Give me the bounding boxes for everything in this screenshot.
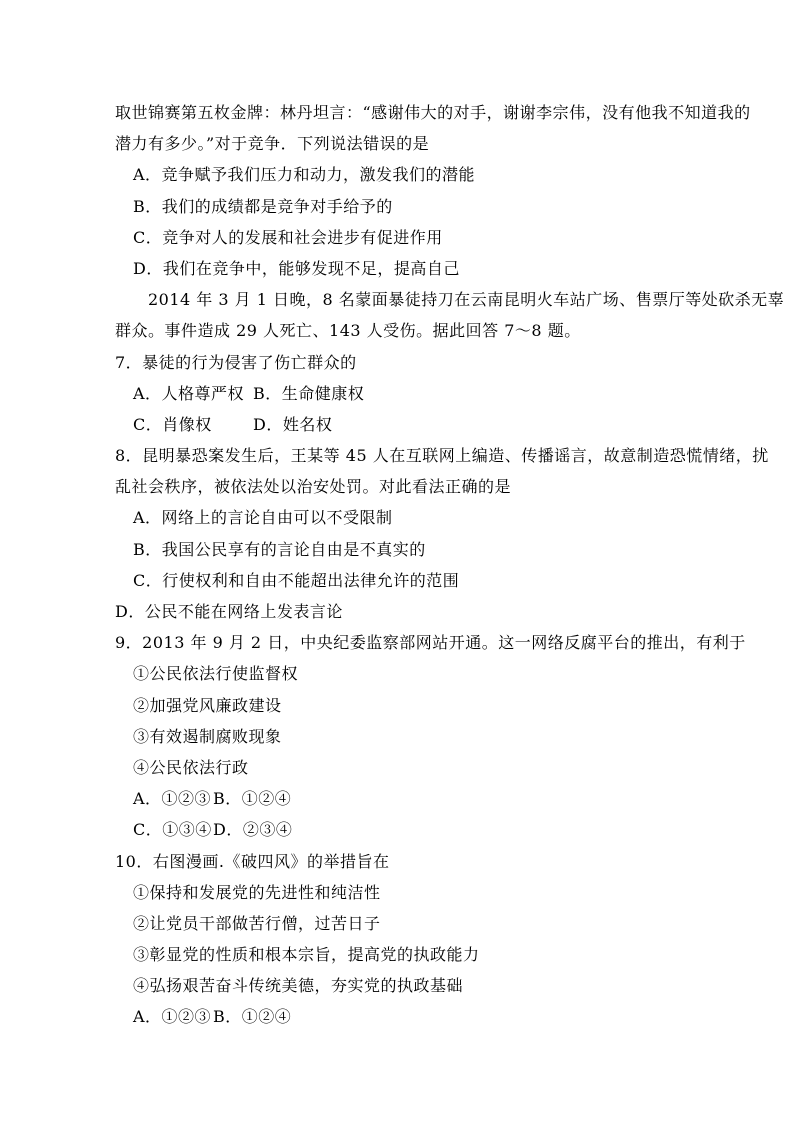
exam-text-line: 群众。事件造成 29 人死亡、143 人受伤。据此回答 7～8 题。 <box>115 321 581 341</box>
exam-text-line <box>115 814 754 845</box>
exam-text-line: C．竞争对人的发展和社会进步有促进作用 <box>133 227 443 247</box>
exam-text-line: ④弘扬艰苦奋斗传统美德，夯实党的执政基础 <box>133 976 464 996</box>
exam-text-line: 乱社会秩序，被依法处以治安处罚。对此看法正确的是 <box>115 477 512 497</box>
exam-text-line <box>115 378 754 409</box>
exam-text-line: 10．右图漫画.《破四风》的举措旨在 <box>115 851 390 871</box>
option-column-right: D．②③④ <box>213 820 293 840</box>
exam-text-line: ②让党员干部做苦行僧，过苦日子 <box>133 913 381 933</box>
option-column-right: B．①②④ <box>213 1007 292 1027</box>
option-column-left: A．①②③ <box>133 789 212 809</box>
option-column-left: A．①②③ <box>133 1007 212 1027</box>
exam-body <box>115 97 785 1033</box>
option-column-right: B．①②④ <box>213 789 292 809</box>
exam-text-line: D．我们在竞争中，能够发现不足，提高自己 <box>133 258 460 278</box>
exam-text-line: B．我们的成绩都是竞争对手给予的 <box>133 196 393 216</box>
exam-text-line: 7．暴徒的行为侵害了伤亡群众的 <box>115 352 357 372</box>
exam-text-line: 取世锦赛第五枚金牌：林丹坦言：“感谢伟大的对手，谢谢李宗伟，没有他我不知道我的 <box>115 103 751 122</box>
exam-text-line: 潜力有多少。”对于竞争．下列说法错误的是 <box>115 134 430 154</box>
exam-text-line: ②加强党风廉政建设 <box>133 695 282 715</box>
exam-text-line: ①保持和发展党的先进性和纯洁性 <box>133 882 381 902</box>
option-column-right: B．生命健康权 <box>253 383 365 403</box>
exam-text-line: A．竞争赋予我们压力和动力，激发我们的潜能 <box>133 165 476 185</box>
exam-text-line: ③有效遏制腐败现象 <box>133 726 282 746</box>
exam-text-line: 9．2013 年 9 月 2 日，中央纪委监察部网站开通。这一网络反腐平台的推出，有利于 <box>115 633 746 653</box>
exam-text-line: C．行使权利和自由不能超出法律允许的范围 <box>133 570 460 590</box>
option-column-left: C．①③④ <box>133 820 212 840</box>
exam-text-line <box>115 1001 754 1032</box>
option-column-right: D．姓名权 <box>253 414 333 434</box>
exam-text-line: ③彰显党的性质和根本宗旨，提高党的执政能力 <box>133 945 480 965</box>
exam-text-line <box>115 409 754 440</box>
exam-text-line: ①公民依法行使监督权 <box>133 664 299 684</box>
option-column-left: A．人格尊严权 <box>133 383 245 403</box>
exam-text-line: A．网络上的言论自由可以不受限制 <box>133 508 393 528</box>
option-column-left: C．肖像权 <box>133 414 212 434</box>
exam-text-line <box>115 783 754 814</box>
exam-text-line: D．公民不能在网络上发表言论 <box>115 602 343 621</box>
exam-text-line: 2014 年 3 月 1 日晚，8 名蒙面暴徒持刀在云南昆明火车站广场、售票厅等处砍杀无辜 <box>148 290 785 310</box>
exam-text-line: ④公民依法行政 <box>133 757 249 777</box>
exam-text-line: 8．昆明暴恐案发生后，王某等 45 人在互联网上编造、传播谣言，故意制造恐慌情绪，扰 <box>115 446 769 466</box>
exam-text-line: B．我国公民享有的言论自由是不真实的 <box>133 539 426 559</box>
